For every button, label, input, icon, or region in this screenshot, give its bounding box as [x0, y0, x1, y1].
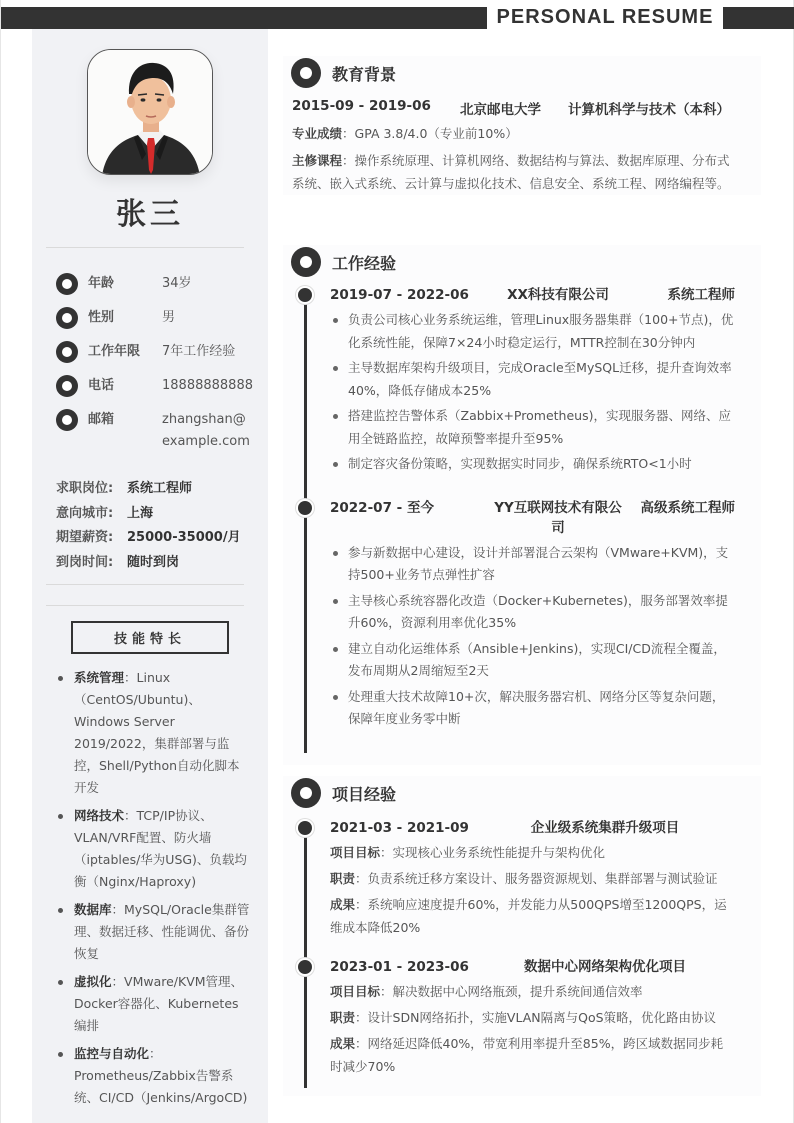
skills-heading: 技能特长 — [71, 621, 229, 654]
skill-text: ：VMware/KVM管理、Docker容器化、Kubernetes编排 — [74, 974, 244, 1033]
project-result — [330, 893, 761, 939]
info-row-gender — [56, 307, 256, 329]
education-date: 2015-09 - 2019-06 — [292, 98, 431, 114]
project-date: 2021-03 - 2021-09 — [330, 820, 469, 836]
job-company: XX科技有限公司 — [507, 287, 609, 303]
project-date: 2023-01 - 2023-06 — [330, 959, 469, 975]
section-header — [283, 776, 761, 810]
intent-row — [56, 502, 256, 527]
duty-label: 职责 — [330, 1010, 356, 1025]
info-row-email — [56, 409, 256, 453]
timeline-dot-icon — [298, 501, 312, 515]
info-label: 性别 — [88, 310, 115, 325]
skill-text: ：Prometheus/Zabbix告警系统、CI/CD（Jenkins/ArgoCD) — [74, 1046, 248, 1105]
education-section — [283, 56, 761, 195]
education-gpa — [283, 122, 761, 145]
job-header — [330, 498, 761, 538]
avatar-illustration-icon — [88, 50, 213, 175]
skill-text: ：MySQL/Oracle集群管理、数据迁移、性能调优、备份恢复 — [74, 902, 250, 961]
result-label: 成果 — [330, 897, 356, 912]
info-row-age — [56, 273, 256, 295]
info-row-phone — [56, 375, 256, 397]
section-header — [283, 245, 761, 279]
job-bullet: 负责公司核心业务系统运维，管理Linux服务器集群（100+节点)，优化系统性能，保障7×24小时稳定运行，MTTR控制在30分钟内 — [330, 309, 735, 354]
goal-label: 项目目标 — [330, 845, 381, 860]
section-title: 工作经验 — [332, 253, 397, 273]
section-bullet-icon — [291, 58, 321, 88]
project-goal — [330, 980, 761, 1003]
skill-text: ：TCP/IP协议、VLAN/VRF配置、防火墙（iptables/华为USG)、负载均衡（Nginx/Haproxy) — [74, 808, 247, 889]
info-value: 男 — [162, 310, 176, 325]
skill-key: 虚拟化 — [74, 974, 112, 989]
project-name: 企业级系统集群升级项目 — [530, 820, 680, 836]
project-result — [330, 1032, 761, 1078]
result-text: ：系统响应速度提升60%，并发能力从500QPS增至1200QPS，运维成本降低20% — [330, 897, 727, 935]
candidate-name: 张三 — [116, 197, 184, 232]
circle-bullet-icon — [56, 341, 78, 363]
info-row-experience — [56, 341, 256, 363]
skill-item — [54, 1043, 250, 1109]
job-bullets — [330, 309, 761, 476]
section-bullet-icon — [291, 247, 321, 277]
avatar — [87, 49, 213, 175]
skill-key: 系统管理 — [74, 670, 125, 685]
job-bullet: 主导数据库架构升级项目，完成Oracle至MySQL迁移，提升查询效率40%，降低存储成本25% — [330, 357, 735, 402]
goal-text: ：实现核心业务系统性能提升与架构优化 — [380, 845, 606, 860]
job-bullets — [330, 542, 761, 731]
project-goal — [330, 841, 761, 864]
result-label: 成果 — [330, 1036, 356, 1051]
section-header — [283, 56, 761, 90]
project-name: 数据中心网络架构优化项目 — [524, 959, 686, 975]
job-bullet: 建立自动化运维体系（Ansible+Jenkins)，实现CI/CD流程全覆盖，发布周期从2周缩短至2天 — [330, 638, 735, 683]
education-school: 北京邮电大学 — [460, 102, 541, 118]
intent-value: 25000-35000/月 — [127, 530, 241, 545]
info-label: 年龄 — [88, 276, 115, 291]
intent-value: 系统工程师 — [127, 481, 193, 496]
phone-value[interactable]: 18888888888 — [162, 378, 253, 393]
education-major: 计算机科学与技术（本科） — [568, 102, 730, 118]
sidebar — [32, 29, 268, 1123]
skills-list — [54, 667, 250, 1115]
job-company: YY互联网技术有限公司 — [494, 499, 622, 536]
page-title: PERSONAL RESUME — [496, 5, 714, 28]
info-value: 34岁 — [162, 276, 192, 291]
goal-text: ：解决数据中心网络瓶颈，提升系统间通信效率 — [380, 984, 643, 999]
skill-item — [54, 667, 250, 799]
intent-row — [56, 526, 256, 551]
header-title-box — [487, 4, 723, 30]
timeline-dot-icon — [298, 960, 312, 974]
courses-label: 主修课程 — [292, 153, 343, 168]
result-text: ：网络延迟降低40%，带宽利用率提升至85%，跨区域数据同步耗时减少70% — [330, 1036, 724, 1074]
gpa-label: 专业成绩 — [292, 126, 343, 141]
job-bullet: 制定容灾备份策略，实现数据实时同步，确保系统RTO<1小时 — [330, 453, 735, 476]
divider — [46, 605, 244, 606]
duty-label: 职责 — [330, 871, 356, 886]
info-label: 电话 — [88, 378, 115, 393]
intent-label: 意向城市: — [56, 505, 114, 521]
intent-label: 求职岗位: — [56, 481, 114, 496]
email-value[interactable]: zhangshan@ example.com — [162, 412, 250, 449]
intent-row — [56, 477, 256, 502]
skill-key: 数据库 — [74, 902, 112, 917]
job-date: 2019-07 - 2022-06 — [330, 287, 469, 303]
job-bullet: 主导核心系统容器化改造（Docker+Kubernetes)，服务部署效率提升60%，资源利用率优化35% — [330, 590, 735, 635]
intent-label: 期望薪资: — [56, 530, 114, 545]
circle-bullet-icon — [56, 375, 78, 397]
work-section — [283, 245, 761, 765]
section-title: 教育背景 — [332, 64, 397, 84]
project-duty — [330, 1006, 761, 1029]
project-header — [330, 818, 761, 838]
info-label: 工作年限 — [88, 344, 141, 359]
job-role: 高级系统工程师 — [640, 499, 735, 516]
job-date: 2022-07 - 至今 — [330, 499, 434, 516]
job-header — [330, 285, 761, 305]
job-entry — [283, 498, 761, 731]
intent-value: 随时到岗 — [127, 554, 180, 570]
section-bullet-icon — [291, 778, 321, 808]
divider — [46, 247, 244, 248]
duty-text: ：设计SDN网络拓扑，实施VLAN隔离与QoS策略，优化路由协议 — [355, 1010, 717, 1025]
project-entry — [283, 818, 761, 939]
job-intent-list — [56, 477, 256, 575]
info-value: 7年工作经验 — [162, 344, 236, 359]
intent-label: 到岗时间: — [56, 554, 114, 570]
skill-item — [54, 971, 250, 1037]
circle-bullet-icon — [56, 409, 78, 431]
timeline-dot-icon — [298, 288, 312, 302]
skill-text: ：Linux（CentOS/Ubuntu)、Windows Server 2019/2022，集群部署与监控，Shell/Python自动化脚本开发 — [74, 670, 240, 795]
job-bullet: 参与新数据中心建设，设计并部署混合云架构（VMware+KVM)，支持500+业务节点弹性扩容 — [330, 542, 735, 587]
skill-item — [54, 899, 250, 965]
projects-section — [283, 776, 761, 1096]
job-entry — [283, 285, 761, 476]
project-entry — [283, 957, 761, 1078]
timeline-dot-icon — [298, 821, 312, 835]
courses-value: ：操作系统原理、计算机网络、数据结构与算法、数据库原理、分布式系统、嵌入式系统、云计算与虚拟化技术、信息安全、系统工程、网络编程等。 — [292, 153, 730, 191]
job-role: 系统工程师 — [667, 287, 735, 303]
basic-info-list — [56, 273, 256, 465]
circle-bullet-icon — [56, 273, 78, 295]
project-duty — [330, 867, 761, 890]
circle-bullet-icon — [56, 307, 78, 329]
project-header — [330, 957, 761, 977]
intent-row — [56, 551, 256, 576]
education-courses — [283, 149, 761, 195]
section-title: 项目经验 — [332, 784, 397, 804]
skill-key: 网络技术 — [74, 808, 125, 823]
divider — [46, 584, 244, 585]
job-bullet: 处理重大技术故障10+次，解决服务器宕机、网络分区等复杂问题，保障年度业务零中断 — [330, 686, 735, 731]
info-label: 邮箱 — [88, 412, 115, 427]
goal-label: 项目目标 — [330, 984, 381, 999]
education-row — [283, 98, 761, 118]
gpa-value: ：GPA 3.8/4.0（专业前10%） — [342, 126, 518, 141]
duty-text: ：负责系统迁移方案设计、服务器资源规划、集群部署与测试验证 — [355, 871, 718, 886]
skill-key: 监控与自动化 — [74, 1046, 150, 1061]
skill-item — [54, 805, 250, 893]
intent-value: 上海 — [127, 505, 154, 521]
job-bullet: 搭建监控告警体系（Zabbix+Prometheus)，实现服务器、网络、应用全链路监控，故障预警率提升至95% — [330, 405, 735, 450]
